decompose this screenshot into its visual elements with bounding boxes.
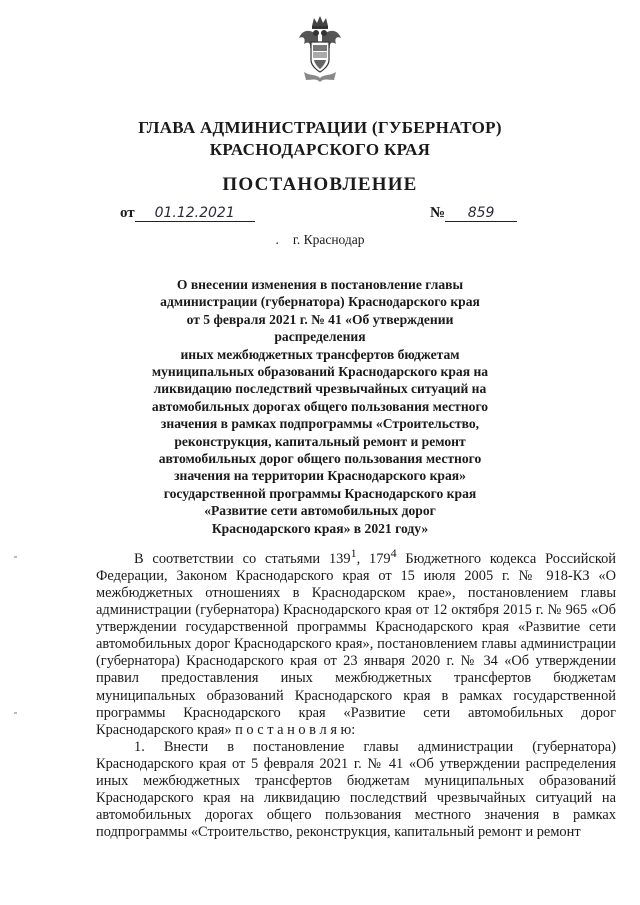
city-dot: . [275,232,279,247]
document-type-heading: ПОСТАНОВЛЕНИЕ [222,174,418,195]
title-line: муниципальных образований Краснодарского края на [151,364,489,380]
title-line: реконструкция, капитальный ремонт и ремонт [174,433,466,449]
preamble-text-b: , 179 [356,550,391,567]
number-label: № [430,205,446,221]
title-line: ликвидацию последствий чрезвычайных ситуаций на [153,381,487,397]
title-line: О внесении изменения в постановление главы [176,277,464,292]
superscript-4: 4 [390,546,397,560]
document-title [140,276,500,537]
date-field [120,205,255,222]
title-line: автомобильных дорогах общего пользования местного [151,398,489,414]
title-line: автомобильных дорог общего пользования местного [158,451,482,467]
superscript-1: 1 [350,546,357,560]
title-line: иных межбюджетных трансфертов бюджетам [180,346,460,362]
preamble-text-c: Бюджетного кодекса Российской Федерации, Законом Краснодарского края от 15 июля 2005 г. № 918-КЗ «О межбюджетных отношениях в Краснодарском крае», постановлением главы администрации (губернатора) Краснодарского края от 12 октября 2015 г. № 965 «Об утверждении государственной программы Краснодарского края «Развитие сети автомобильных дорог Краснодарского края», постановлением главы администрации (губернатора) Краснодарского края от 23 января 2020 г. № 34 «Об утверждении правил предоставления иных межбюджетных трансфертов бюджетам муниципальных образований Краснодарского края в рамках государственной программы Краснодарского края «Развитие сети автомобильных дорог Краснодарского края» п о с т а н о в л я ю: [96,550,616,738]
coat-of-arms-emblem [298,14,342,84]
clause-1-paragraph: 1. Внести в постановление главы администрации (губернатора) Краснодарского края от 5 февраля 2021 г. № 41 «Об утверждении распределения иных межбюджетных трансфертов бюджетам муниципальных образований Краснодарского края на ликвидацию последствий чрезвычайных ситуаций на автомобильных дорогах общего пользования местного значения в рамках подпрограммы «Строительство, реконструкция, капитальный ремонт и ремонт [96,738,616,841]
date-value: 01.12.2021 [135,205,255,222]
scan-margin-mark [14,712,17,714]
city-name: г. Краснодар [292,232,365,247]
preamble-text-a: В соответствии со статьями 139 [134,550,351,567]
city-line [0,232,640,248]
number-value: 859 [445,205,517,222]
document-body [96,545,616,841]
title-line: от 5 февраля 2021 г. № 41 «Об утверждении распределения [186,311,454,345]
preamble-paragraph [96,545,616,739]
number-field [430,205,517,222]
title-line: администрации (губернатора) Краснодарского края [160,294,480,310]
authority-line-1: ГЛАВА АДМИНИСТРАЦИИ (ГУБЕРНАТОР) [138,118,502,137]
authority-line-2: КРАСНОДАРСКОГО КРАЯ [209,140,431,159]
scan-margin-mark [14,556,17,558]
title-line: Краснодарского края» в 2021 году» [211,520,429,536]
title-line: значения на территории Краснодарского края» [174,468,466,484]
date-label: от [120,205,135,221]
title-line: государственной программы Краснодарского края [163,485,477,501]
title-line: «Развитие сети автомобильных дорог [204,503,436,519]
title-line: значения в рамках подпрограммы «Строительство, [160,416,480,432]
